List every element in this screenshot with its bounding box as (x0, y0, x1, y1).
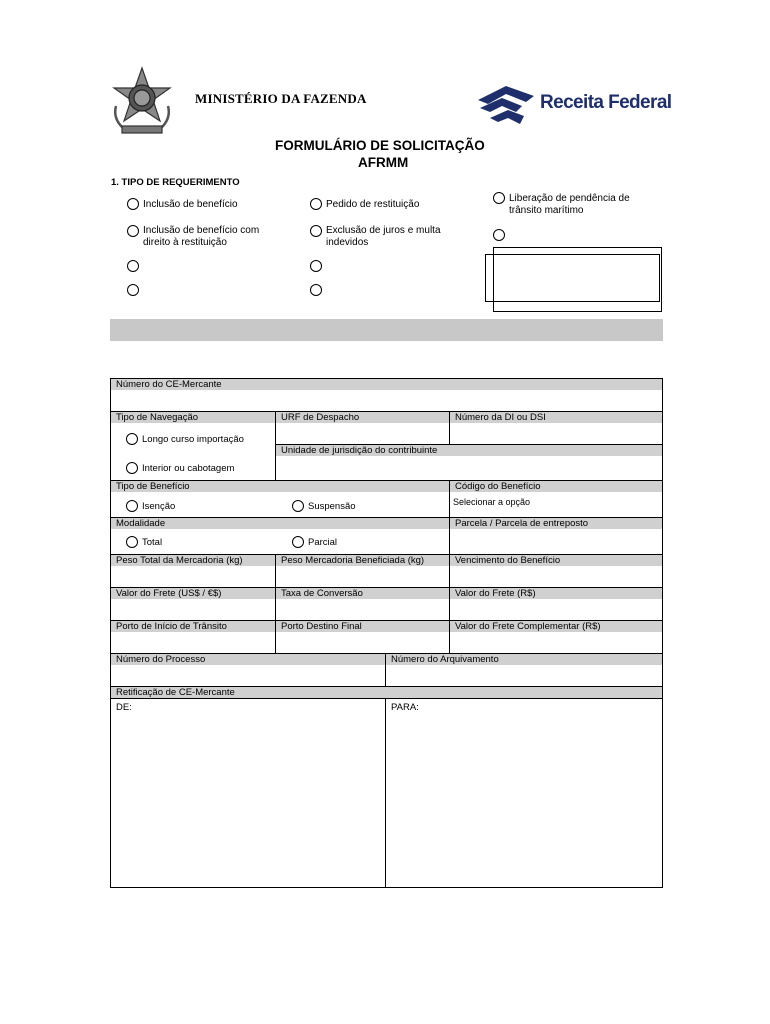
label-parcial: Parcial (308, 537, 338, 548)
radio-exclusao[interactable] (310, 225, 322, 237)
radio-interior[interactable] (126, 462, 138, 474)
brazil-coat-of-arms-icon (108, 66, 176, 138)
section-separator-band (110, 319, 663, 341)
radio-pedido-restituicao[interactable] (310, 198, 322, 210)
header-urf-despacho: URF de Despacho (276, 412, 449, 423)
radio-parcial[interactable] (292, 536, 304, 548)
header-vencimento: Vencimento do Benefício (450, 555, 662, 566)
label-de: DE: (116, 702, 132, 713)
radio-inclusao[interactable] (127, 198, 139, 210)
radio-inclusao-restituicao[interactable] (127, 225, 139, 237)
radio-empty-col3[interactable] (493, 229, 505, 241)
radio-empty-col1-b[interactable] (127, 284, 139, 296)
label-isencao: Isenção (142, 501, 176, 512)
agency-name: Receita Federal (540, 92, 672, 113)
header-taxa-conversao: Taxa de Conversão (276, 588, 449, 599)
label-para: PARA: (391, 702, 419, 713)
select-codigo-beneficio[interactable]: Selecionar a opção (453, 497, 531, 507)
header-numero-ce: Número do CE-Mercante (111, 379, 662, 390)
form-title: FORMULÁRIO DE SOLICITAÇÃO (275, 138, 485, 153)
header-peso-total: Peso Total da Mercadoria (kg) (111, 555, 275, 566)
receita-federal-logo-icon (476, 82, 538, 126)
radio-empty-col1-a[interactable] (127, 260, 139, 272)
header-modalidade: Modalidade (111, 518, 449, 529)
radio-total[interactable] (126, 536, 138, 548)
label-exclusao-1: Exclusão de juros e multa (326, 225, 441, 236)
header-valor-frete-compl: Valor do Frete Complementar (R$) (450, 621, 662, 632)
label-total: Total (142, 537, 163, 548)
label-suspensao: Suspensão (308, 501, 356, 512)
header-retificacao: Retificação de CE-Mercante (111, 687, 662, 698)
ministry-name: MINISTÉRIO DA FAZENDA (195, 91, 367, 106)
label-liberacao-2: trânsito marítimo (509, 205, 584, 216)
header-numero-arquivamento: Número do Arquivamento (386, 654, 662, 665)
label-exclusao-2: indevidos (326, 237, 369, 248)
section-request-type-label: 1. TIPO DE REQUERIMENTO (111, 177, 240, 188)
header-porto-inicio: Porto de Início de Trânsito (111, 621, 275, 632)
header-numero-di: Número da DI ou DSI (450, 412, 662, 423)
radio-empty-col2-b[interactable] (310, 284, 322, 296)
form-subtitle: AFRMM (358, 155, 409, 170)
label-inclusao-rest-2: direito à restituição (143, 237, 227, 248)
radio-suspensao[interactable] (292, 500, 304, 512)
header-porto-destino: Porto Destino Final (276, 621, 449, 632)
header-unidade-jurisdicao: Unidade de jurisdição do contribuinte (276, 445, 662, 456)
label-pedido-restituicao: Pedido de restituição (326, 199, 420, 210)
header-valor-frete-brl: Valor do Frete (R$) (450, 588, 662, 599)
radio-empty-col2-a[interactable] (310, 260, 322, 272)
header-codigo-beneficio: Código do Benefício (450, 481, 662, 492)
header-tipo-navegacao: Tipo de Navegação (111, 412, 275, 423)
header-valor-frete-usd: Valor do Frete (US$ / €$) (111, 588, 275, 599)
header-peso-beneficiada: Peso Mercadoria Beneficiada (kg) (276, 555, 449, 566)
radio-liberacao[interactable] (493, 192, 505, 204)
label-longo-curso: Longo curso importação (142, 434, 244, 445)
label-inclusao: Inclusão de benefício (143, 199, 238, 210)
form-table (110, 378, 663, 888)
header-tipo-beneficio: Tipo de Benefício (111, 481, 449, 492)
header-numero-processo: Número do Processo (111, 654, 385, 665)
radio-isencao[interactable] (126, 500, 138, 512)
label-inclusao-rest-1: Inclusão de benefício com (143, 225, 260, 236)
label-liberacao-1: Liberação de pendência de (509, 193, 630, 204)
label-interior: Interior ou cabotagem (142, 463, 235, 474)
text-box-inner[interactable] (485, 254, 660, 302)
radio-longo-curso[interactable] (126, 433, 138, 445)
header-parcela: Parcela / Parcela de entreposto (450, 518, 662, 529)
